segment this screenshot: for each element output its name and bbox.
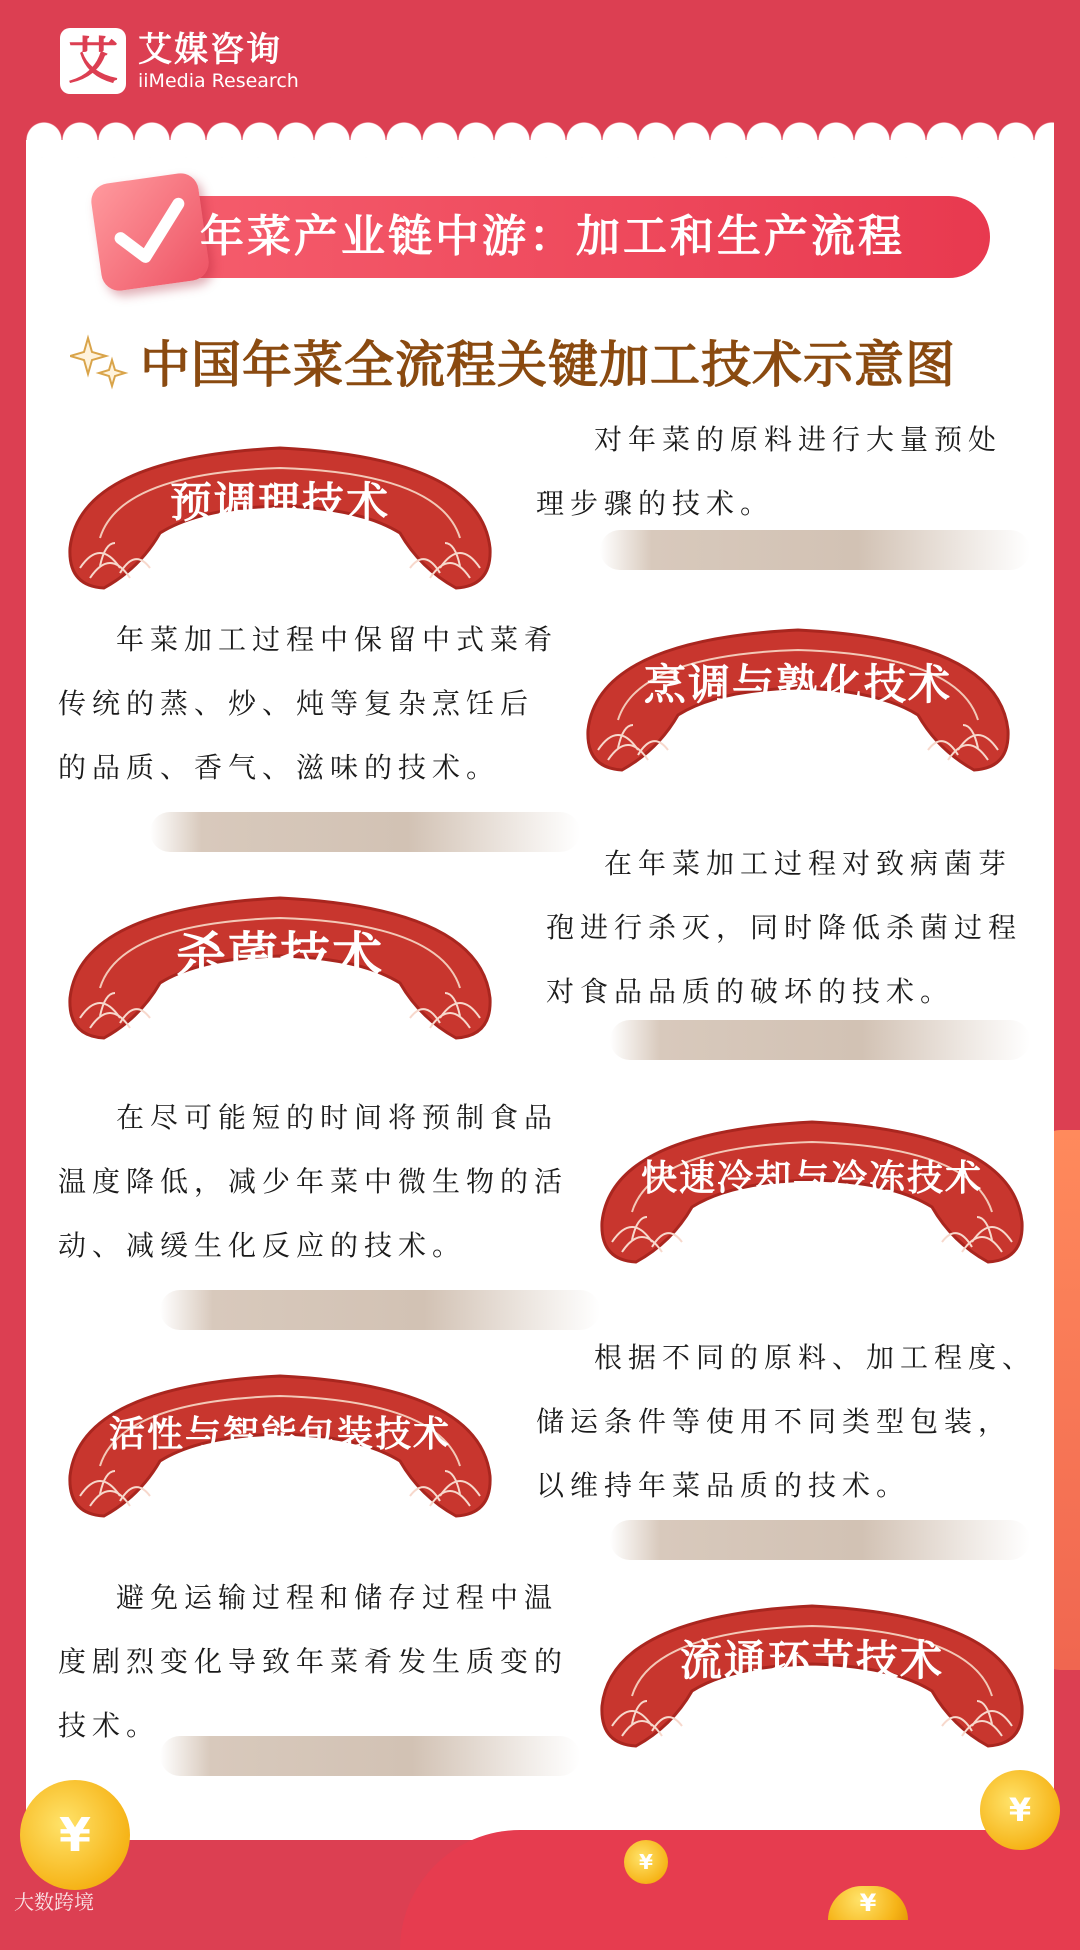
chart-subtitle: 中国年菜全流程关键加工技术示意图 (140, 336, 956, 394)
coin-icon: ¥ (980, 1770, 1060, 1850)
scalloped-edge (26, 122, 1054, 158)
technique-description: 在尽可能短的时间将预制食品温度降低，减少年菜中微生物的活动、减缓生化反应的技术。 (58, 1101, 569, 1262)
page-title: 年菜产业链中游：加工和生产流程 (200, 211, 905, 262)
technique-badge-4 (592, 1092, 1032, 1272)
technique-badge-2 (578, 600, 1018, 780)
technique-name: 预调理技术 (169, 478, 390, 527)
technique-name: 流通环节技术 (679, 1636, 944, 1685)
technique-name: 烹调与熟化技术 (643, 660, 952, 709)
brush-stroke (600, 530, 1030, 570)
brush-stroke (150, 812, 580, 852)
brush-stroke (610, 1520, 1030, 1560)
technique-description: 在年菜加工过程对致病菌芽孢进行杀灭，同时降低杀菌过程对食品品质的破坏的技术。 (546, 847, 1023, 1008)
technique-description: 避免运输过程和储存过程中温度剧烈变化导致年菜肴发生质变的技术。 (58, 1581, 569, 1742)
watermark: 大数跨境 (14, 1890, 94, 1914)
technique-description: 根据不同的原料、加工程度、储运条件等使用不同类型包装，以维持年菜品质的技术。 (536, 1341, 1037, 1502)
technique-badge-5 (60, 1346, 500, 1526)
sparkle-icon (70, 334, 130, 394)
brand-name-cn: 艾媒咨询 (138, 30, 282, 70)
coin-icon: ¥ (624, 1840, 668, 1884)
brush-stroke (160, 1736, 580, 1776)
brush-stroke (610, 1020, 1030, 1060)
brand-logo (60, 28, 299, 94)
check-icon (89, 171, 211, 293)
coin-icon: ¥ (828, 1886, 908, 1920)
technique-description: 年菜加工过程中保留中式菜肴传统的蒸、炒、炖等复杂烹饪后的品质、香气、滋味的技术。 (58, 623, 559, 784)
decorative-wave (400, 1830, 1080, 1950)
technique-name: 杀菌技术 (176, 927, 384, 985)
coin-icon: ¥ (20, 1780, 130, 1890)
technique-badge-3 (60, 868, 500, 1048)
technique-description: 对年菜的原料进行大量预处理步骤的技术。 (536, 423, 1003, 520)
brand-name-en: iiMedia Research (138, 70, 299, 92)
technique-badge-6 (592, 1576, 1032, 1756)
technique-badge-1 (60, 418, 500, 598)
technique-name: 快速冷却与冷冻技术 (640, 1158, 983, 1199)
brand-mark-icon: 艾 (60, 28, 126, 94)
brush-stroke (160, 1290, 600, 1330)
technique-name: 活性与智能包装技术 (108, 1414, 451, 1455)
